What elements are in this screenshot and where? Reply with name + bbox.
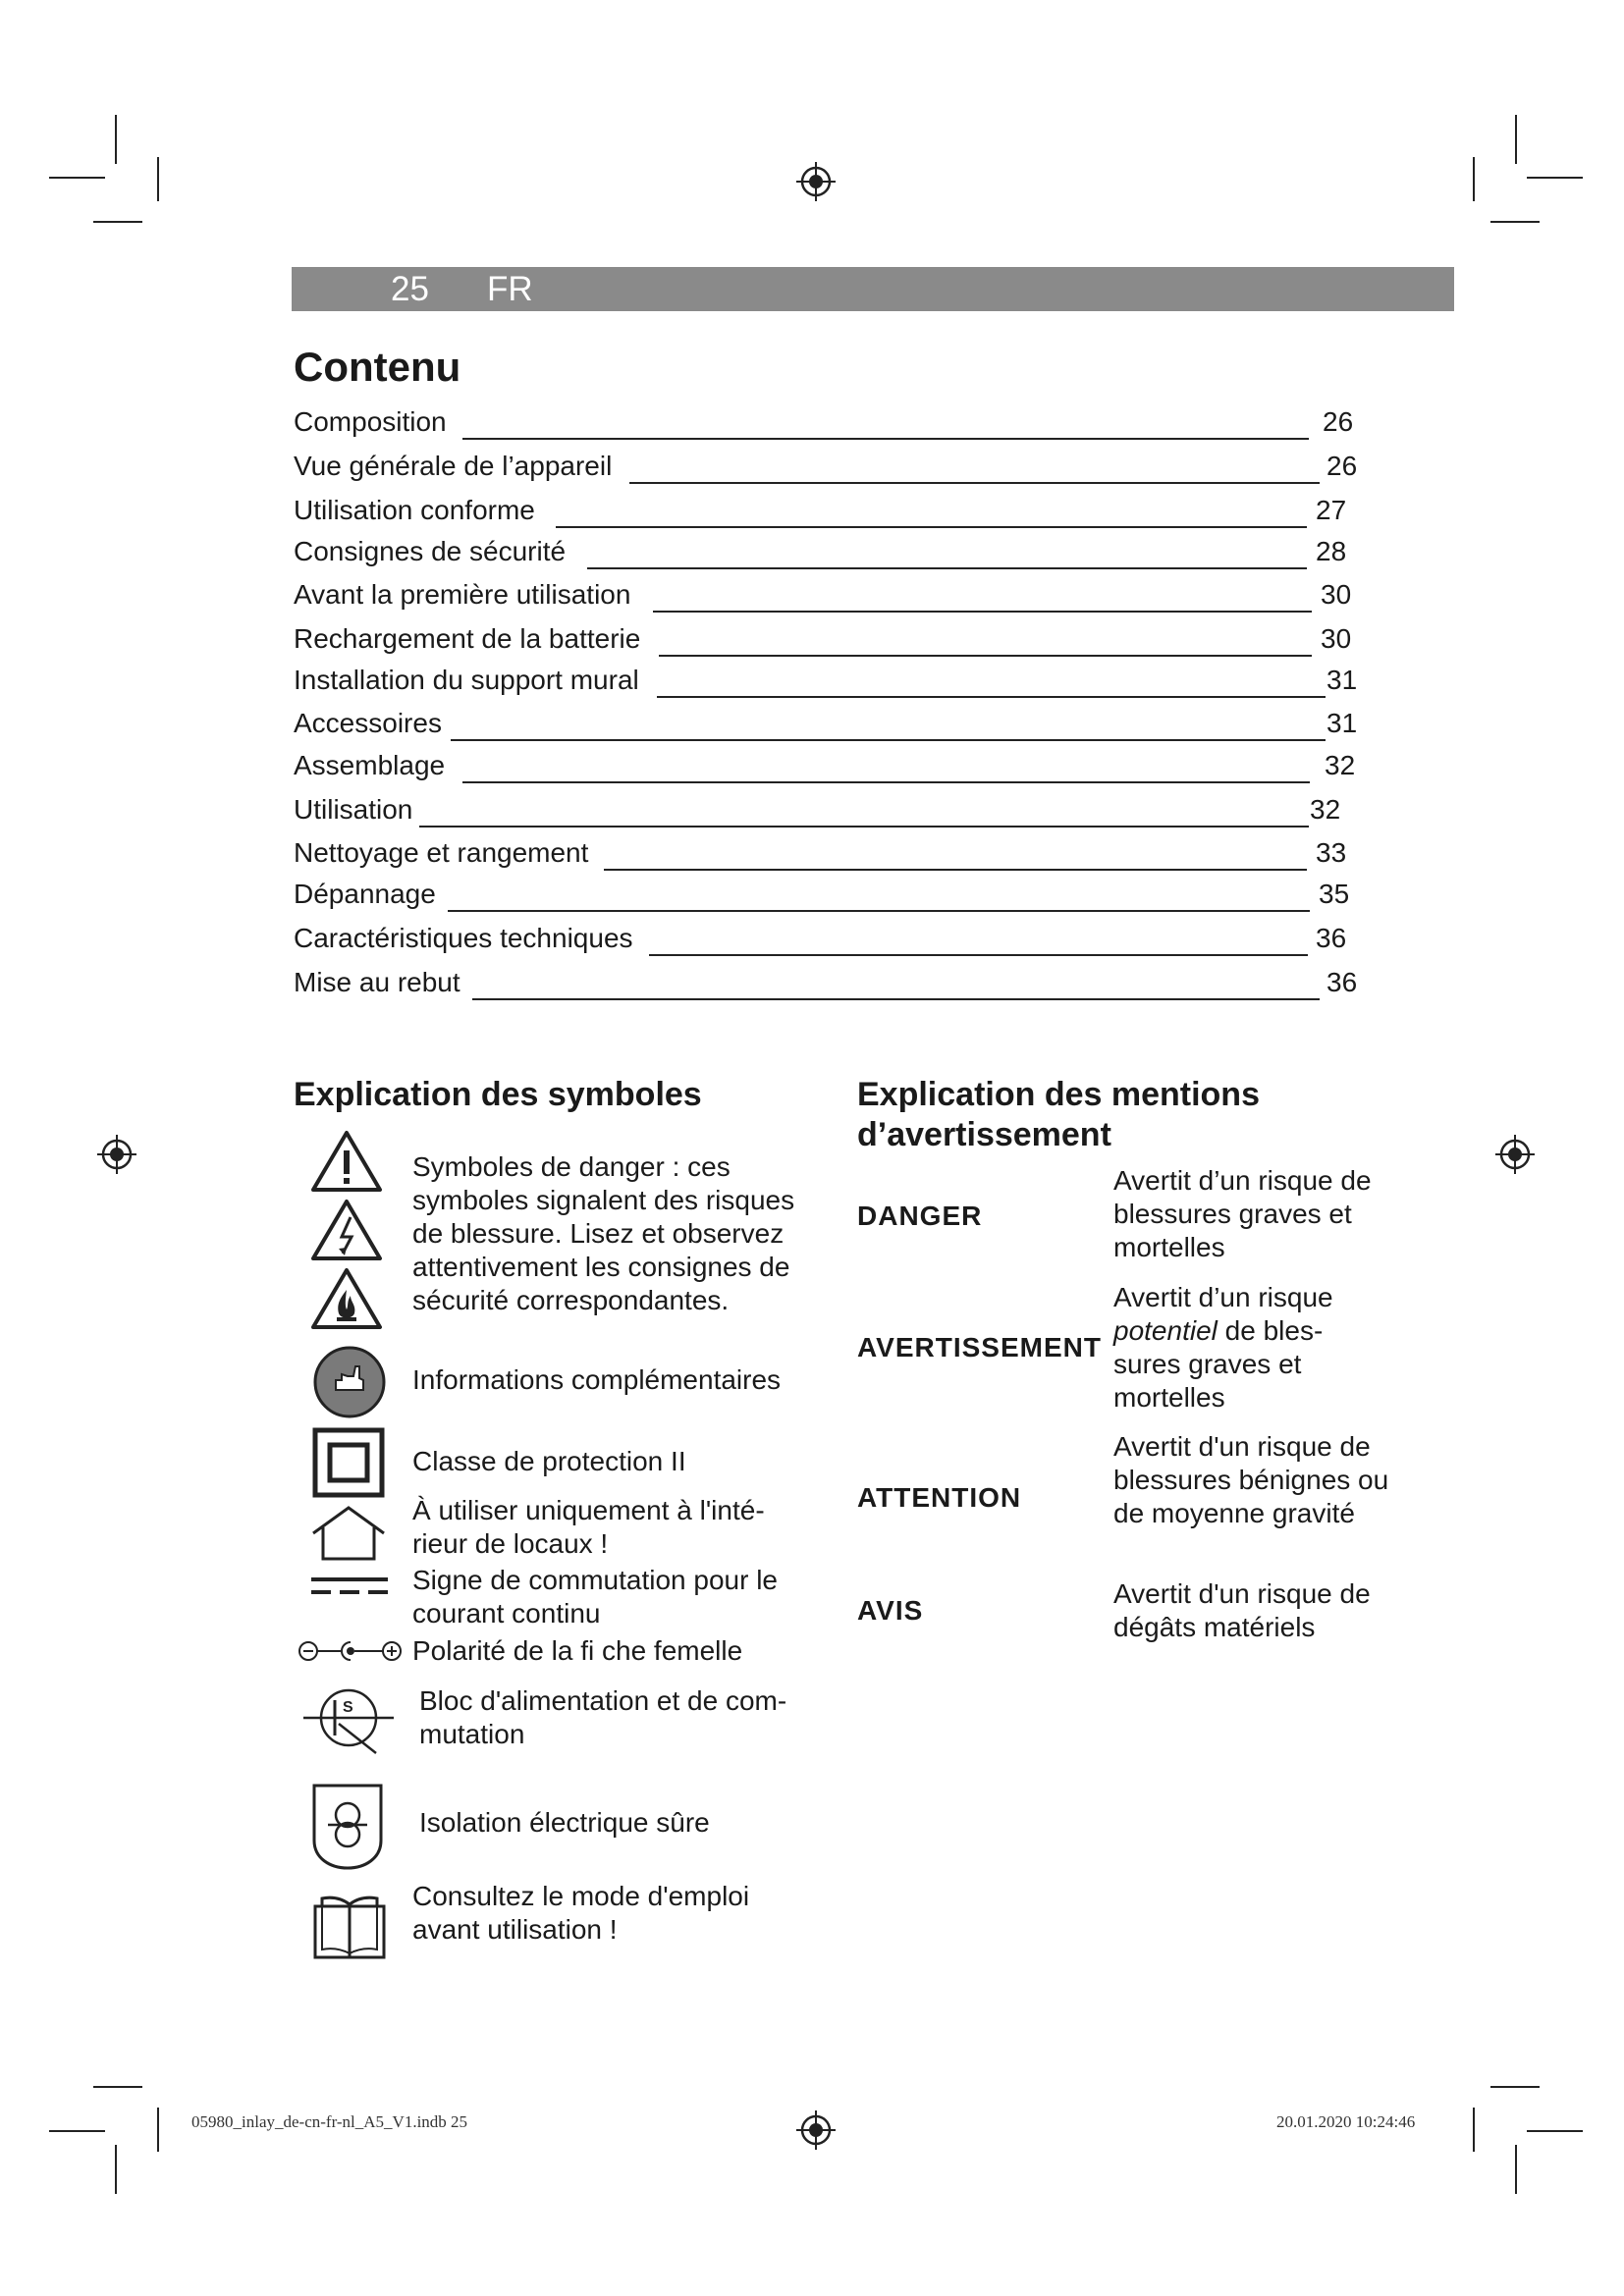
- signal-description-part: Avertit d’un risque: [1113, 1282, 1333, 1312]
- signal-term-warning: AVERTISSEMENT: [857, 1332, 1102, 1362]
- signal-description: [1113, 1281, 1349, 1415]
- toc-entry-label: Vue générale de l’appareil: [294, 451, 613, 481]
- registration-mark-icon: [1495, 1135, 1535, 1174]
- print-slug-timestamp: 20.01.2020 10:24:46: [1276, 2112, 1416, 2131]
- info-hand-icon: [312, 1345, 387, 1419]
- toc-entry-page: 26: [1326, 451, 1358, 481]
- symbol-description: À utiliser uniquement à l'inté-rieur de locaux !: [412, 1495, 765, 1559]
- toc-entry-label: Installation du support mural: [294, 665, 639, 695]
- fire-warning-icon: [309, 1266, 384, 1331]
- toc-entry-label: Dépannage: [294, 879, 436, 909]
- symbol-description: Informations complémentaires: [412, 1364, 782, 1395]
- symbol-description: Consultez le mode d'emploi avant utilisation !: [412, 1881, 750, 1945]
- polarity-icon: [297, 1639, 405, 1663]
- read-manual-icon: [312, 1893, 387, 1961]
- signal-description-part: de bles-sures graves et mortelles: [1113, 1315, 1324, 1413]
- symbols-section-title: Explication des symboles: [294, 1076, 702, 1113]
- toc-entry-page: 31: [1326, 708, 1358, 738]
- safety-isolating-transformer-icon: [310, 1782, 385, 1872]
- toc-entry-page: 32: [1310, 794, 1341, 825]
- print-slug-file: 05980_inlay_de-cn-fr-nl_A5_V1.indb 25: [191, 2112, 468, 2131]
- registration-mark-icon: [796, 162, 836, 201]
- switch-mode-power-supply-icon: [299, 1681, 398, 1755]
- toc-leader-line: [659, 655, 1312, 657]
- toc-entry-page: 32: [1325, 750, 1356, 780]
- toc-leader-line: [451, 739, 1326, 741]
- electric-shock-warning-icon: [309, 1198, 384, 1262]
- toc-entry-page: 36: [1326, 967, 1358, 997]
- toc-entry-label: Composition: [294, 406, 447, 437]
- registration-mark-icon: [97, 1135, 136, 1174]
- toc-entry-label: Mise au rebut: [294, 967, 460, 997]
- toc-entry-label: Consignes de sécurité: [294, 536, 567, 566]
- toc-entry-label: Assemblage: [294, 750, 446, 780]
- toc-title: Contenu: [294, 344, 461, 390]
- toc-entry-page: 33: [1316, 837, 1347, 868]
- toc-entry-label: Nettoyage et rangement: [294, 837, 589, 868]
- toc-entry-label: Accessoires: [294, 708, 442, 738]
- toc-entry-page: 26: [1323, 406, 1354, 437]
- page-header-bar: [292, 267, 1454, 311]
- signal-term-caution: ATTENTION: [857, 1482, 1022, 1513]
- toc-leader-line: [629, 482, 1320, 484]
- symbol-description: Bloc d'alimentation et de com-mutation: [419, 1685, 787, 1749]
- toc-entry-label: Rechargement de la batterie: [294, 623, 641, 654]
- toc-leader-line: [556, 526, 1307, 528]
- direct-current-icon: [309, 1575, 390, 1597]
- symbol-description: Symboles de danger : ces symboles signalent des risques de blessure. Lisez et observez attentivement les consignes de sécurité correspondantes.: [412, 1151, 795, 1315]
- toc-leader-line: [448, 910, 1310, 912]
- toc-leader-line: [472, 998, 1320, 1000]
- signal-description: Avertit d'un risque de dégâts matériels: [1113, 1578, 1371, 1642]
- danger-warning-icon: [309, 1129, 384, 1194]
- signal-description: Avertit d’un risque de blessures graves et mortelles: [1113, 1165, 1372, 1262]
- toc-leader-line: [587, 567, 1307, 569]
- toc-entry-page: 36: [1316, 923, 1347, 953]
- toc-leader-line: [419, 826, 1309, 828]
- toc-leader-line: [462, 781, 1310, 783]
- toc-entry-page: 28: [1316, 536, 1347, 566]
- toc-entry-label: Caractéristiques techniques: [294, 923, 633, 953]
- signal-words-section-title: Explication des mentions d’avertissement: [857, 1076, 1260, 1153]
- signal-description: Avertit d'un risque de blessures bénignes ou de moyenne gravité: [1113, 1431, 1389, 1528]
- signal-description-emphasis: potentiel: [1113, 1315, 1218, 1346]
- toc-leader-line: [462, 438, 1309, 440]
- symbol-description: Classe de protection II: [412, 1446, 686, 1476]
- symbol-description: Polarité de la fi che femelle: [412, 1635, 743, 1666]
- toc-leader-line: [604, 869, 1307, 871]
- toc-entry-label: Utilisation: [294, 794, 413, 825]
- toc-entry-label: Avant la première utilisation: [294, 579, 631, 610]
- registration-mark-icon: [796, 2110, 836, 2150]
- toc-entry-page: 35: [1319, 879, 1350, 909]
- toc-entry-page: 27: [1316, 495, 1347, 525]
- svg-text:S: S: [343, 1699, 353, 1716]
- signal-term-danger: DANGER: [857, 1201, 983, 1231]
- language-code: FR: [487, 270, 533, 308]
- page-number: 25: [391, 270, 429, 308]
- toc-entry-page: 31: [1326, 665, 1358, 695]
- symbol-description: Signe de commutation pour le courant continu: [412, 1565, 778, 1629]
- protection-class-ii-icon: [312, 1427, 385, 1498]
- toc-entry-page: 30: [1321, 579, 1352, 610]
- indoor-house-icon: [309, 1504, 388, 1563]
- toc-leader-line: [653, 611, 1312, 613]
- toc-leader-line: [657, 696, 1326, 698]
- toc-leader-line: [649, 954, 1308, 956]
- toc-entry-label: Utilisation conforme: [294, 495, 535, 525]
- symbol-description: Isolation électrique sûre: [419, 1807, 710, 1838]
- toc-entry-page: 30: [1321, 623, 1352, 654]
- signal-term-notice: AVIS: [857, 1595, 924, 1626]
